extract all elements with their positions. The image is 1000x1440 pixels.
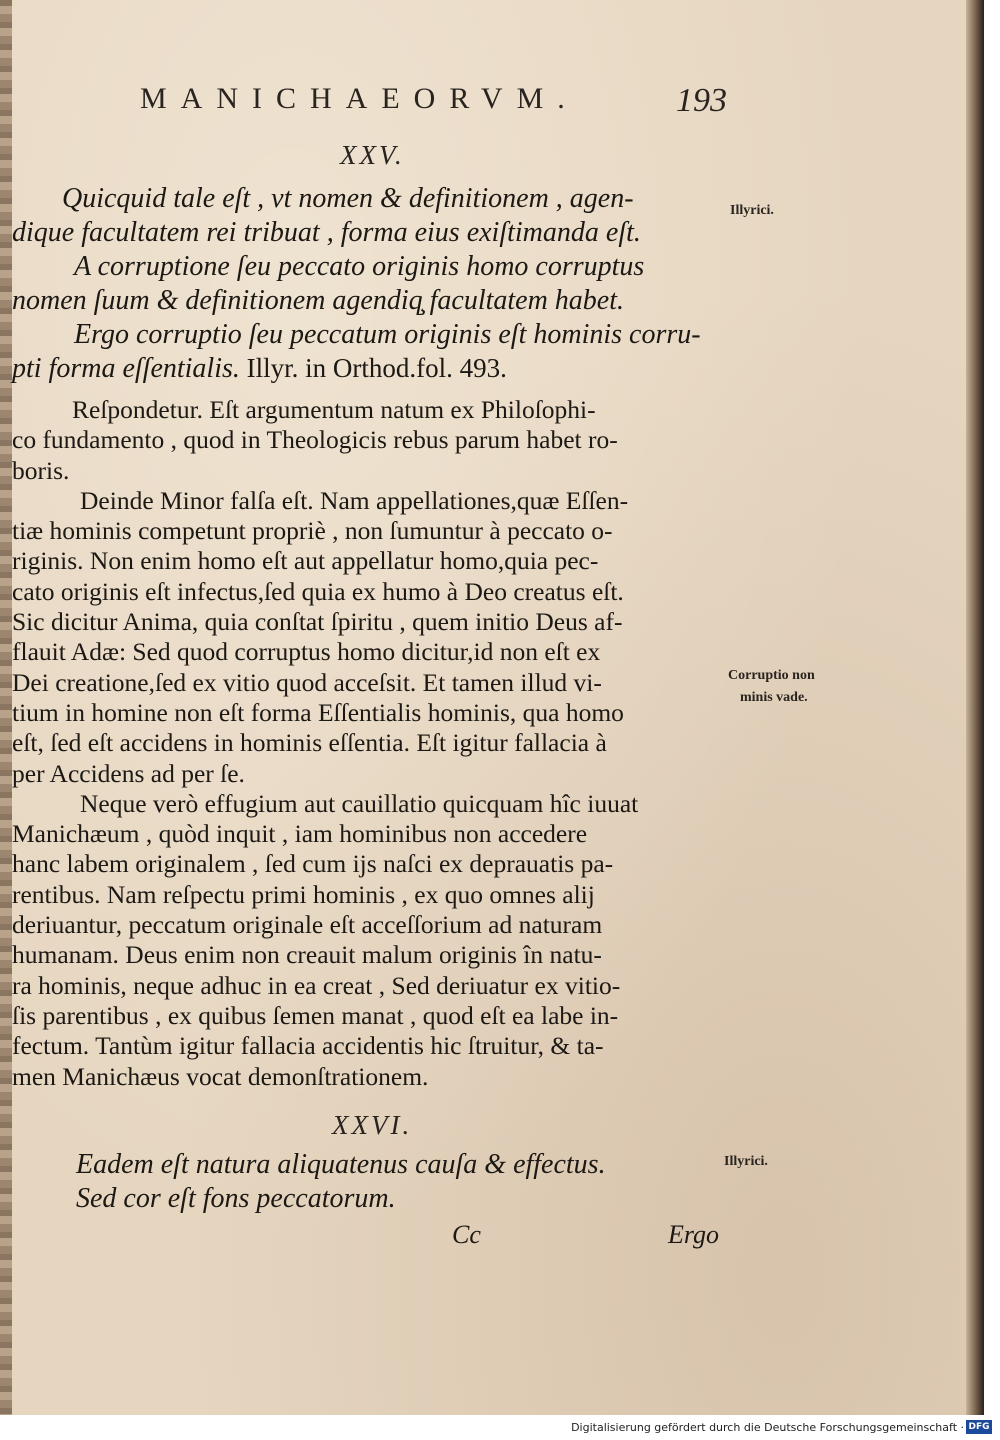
text-line: fectum. Tantùm igitur fallacia accidentis hic ſtruitur, & ta-	[12, 1031, 604, 1061]
dfg-logo: DFG	[966, 1420, 992, 1434]
conclusion-italic: pti forma eſſentialis.	[12, 353, 240, 384]
response-text	[12, 395, 728, 1092]
text-line: flauit Adæ: Sed quod corruptus homo dicitur,id non eſt ex	[12, 637, 601, 667]
syllogism-line: Quicquid tale eſt , vt nomen & definitionem , agen-	[62, 183, 634, 214]
syllogism-line: Eadem eſt natura aliquatenus cauſa & effectus.	[76, 1149, 606, 1180]
signature-mark: Cc	[452, 1220, 481, 1249]
funding-credit: Digitalisierung gefördert durch die Deutsche Forschungsgemeinschaft ·	[571, 1421, 964, 1434]
syllogism-line: Ergo corruptio ſeu peccatum originis eſt hominis corru-	[74, 319, 701, 350]
section-number-xxvi: XXVI.	[332, 1110, 413, 1140]
page-number: 193	[676, 82, 727, 119]
text-line: tium in homine non eſt forma Eſſentialis hominis, qua homo	[12, 697, 624, 727]
text-line: Reſpondetur. Eſt argumentum natum ex Philoſophi-	[72, 395, 596, 424]
text-line: Dei creatione,ſed ex vitio quod acceſsit. Et tamen illud vi-	[12, 667, 602, 697]
syllogism-line: dique facultatem rei tribuat , forma eius exiſtimanda eſt.	[12, 217, 641, 248]
binding-gutter	[0, 0, 12, 1415]
section-number-xxv: XXV.	[340, 140, 405, 170]
syllogism-line: A corruptione ſeu peccato originis homo corruptus	[74, 251, 645, 282]
text-line: per Accidens ad per ſe.	[12, 758, 245, 788]
text-line: ra hominis, neque adhuc in ea creat , Sed deriuatur ex vitio-	[12, 970, 621, 1000]
catchword: Ergo	[668, 1220, 720, 1249]
text-line: riginis. Non enim homo eſt aut appellatur homo,quia pec-	[12, 546, 599, 576]
syllogism-xxvi	[76, 1148, 716, 1216]
margin-note-corruptio-cont: minis vade.	[740, 690, 808, 705]
text-line: cato originis eſt infectus,ſed quia ex humo à Deo creatus eſt.	[12, 576, 624, 606]
running-head: MANICHAEORVM.	[140, 82, 579, 115]
text-line: Sic dicitur Anima, quia conſtat ſpiritu , quem initio Deus af-	[12, 607, 623, 637]
text-line: tiæ hominis competunt propriè , non ſumuntur à peccato o-	[12, 516, 613, 546]
text-line: men Manichæus vocat demonſtrationem.	[12, 1061, 429, 1091]
syllogism-xxv	[12, 182, 728, 386]
syllogism-line: Sed cor eſt fons peccatorum.	[76, 1183, 396, 1214]
text-line: ſis parentibus , ex quibus ſemen manat , quod eſt ea labe in-	[12, 1000, 619, 1030]
text-line: Neque verò effugium aut cauillatio quicquam hîc iuuat	[80, 788, 639, 818]
text-line: co fundamento , quod in Theologicis rebus parum habet ro-	[12, 425, 618, 455]
text-line: Deinde Minor falſa eſt. Nam appellationes,quæ Eſſen-	[80, 485, 629, 515]
syllogism-line: nomen ſuum & definitionem agendiq̧ facultatem habet.	[12, 285, 625, 316]
margin-note-illyrici: Illyrici.	[730, 203, 774, 218]
margin-note-illyrici-2: Illyrici.	[724, 1154, 768, 1169]
citation: Illyr. in Orthod.fol. 493.	[239, 353, 507, 383]
text-line: deriuantur, peccatum originale eſt acceſſorium ad naturam	[12, 910, 603, 940]
text-line: rentibus. Nam reſpectu primi hominis , ex quo omnes alij	[12, 879, 595, 909]
conclusion-line	[12, 352, 728, 386]
text-line: boris.	[12, 455, 70, 485]
text-line: eſt, ſed eſt accidens in hominis eſſentia. Eſt igitur fallacia à	[12, 728, 607, 758]
text-line: hanc labem originalem , ſed cum ijs naſci ex deprauatis pa-	[12, 849, 614, 879]
text-line: Manichæum , quòd inquit , iam hominibus non accedere	[12, 819, 588, 849]
text-line: humanam. Deus enim non creauit malum originis în natu-	[12, 940, 602, 970]
margin-note-corruptio: Corruptio non	[728, 668, 815, 683]
page-edge-shadow	[966, 0, 984, 1415]
